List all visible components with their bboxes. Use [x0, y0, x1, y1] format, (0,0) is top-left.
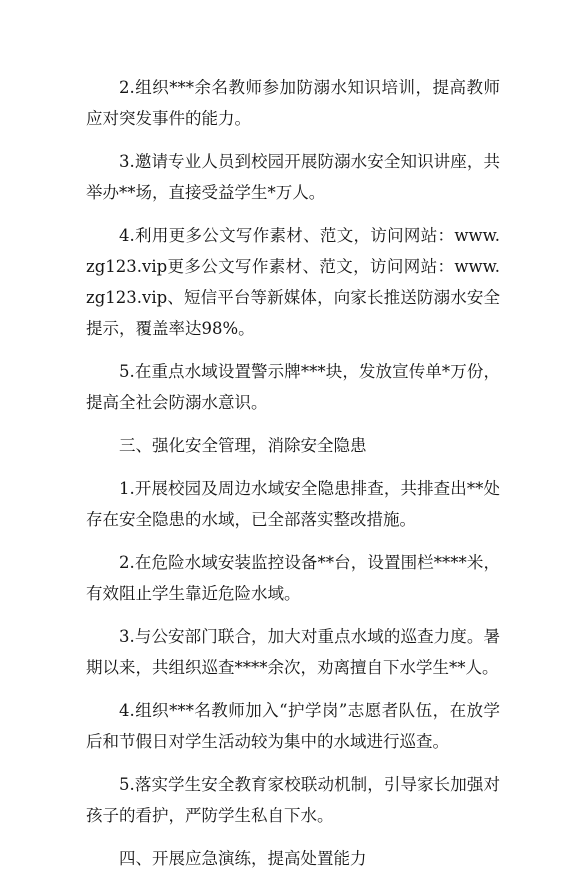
paragraph-teacher-training: 2.组织***余名教师参加防溺水知识培训，提高教师应对突发事件的能力。	[86, 78, 500, 128]
section-heading-emergency-drills: 四、开展应急演练，提高处置能力	[119, 849, 367, 868]
paragraph-hazard-inspection: 1.开展校园及周边水域安全隐患排查，共排查出**处存在安全隐患的水域，已全部落实整改措施。	[86, 479, 500, 529]
paragraph-home-school-linkage: 5.落实学生安全教育家校联动机制，引导家长加强对孩子的看护，严防学生私自下水。	[86, 775, 500, 825]
document-body	[86, 72, 500, 886]
paragraph-police-patrol: 3.与公安部门联合，加大对重点水域的巡查力度。暑期以来，共组织巡查****余次，劝离擅自下水学生**人。	[86, 627, 500, 677]
paragraph-warning-signs: 5.在重点水域设置警示牌***块，发放宣传单*万份，提高全社会防溺水意识。	[86, 362, 500, 412]
paragraph-monitoring-equipment: 2.在危险水域安装监控设备**台，设置围栏****米，有效阻止学生靠近危险水域。	[86, 553, 500, 603]
paragraph-volunteer-patrol: 4.组织***名教师加入“护学岗”志愿者队伍，在放学后和节假日对学生活动较为集中的水域进行巡查。	[86, 701, 500, 751]
paragraph-safety-lectures: 3.邀请专业人员到校园开展防溺水安全知识讲座，共举办**场，直接受益学生*万人。	[86, 152, 500, 202]
section-heading-safety-management: 三、强化安全管理，消除安全隐患	[119, 436, 367, 455]
paragraph-new-media-notice: 4.利用更多公文写作素材、范文，访问网站：www.zg123.vip更多公文写作素材、范文，访问网站：www.zg123.vip、短信平台等新媒体，向家长推送防溺水安全提示，覆盖率达98%。	[86, 226, 500, 338]
